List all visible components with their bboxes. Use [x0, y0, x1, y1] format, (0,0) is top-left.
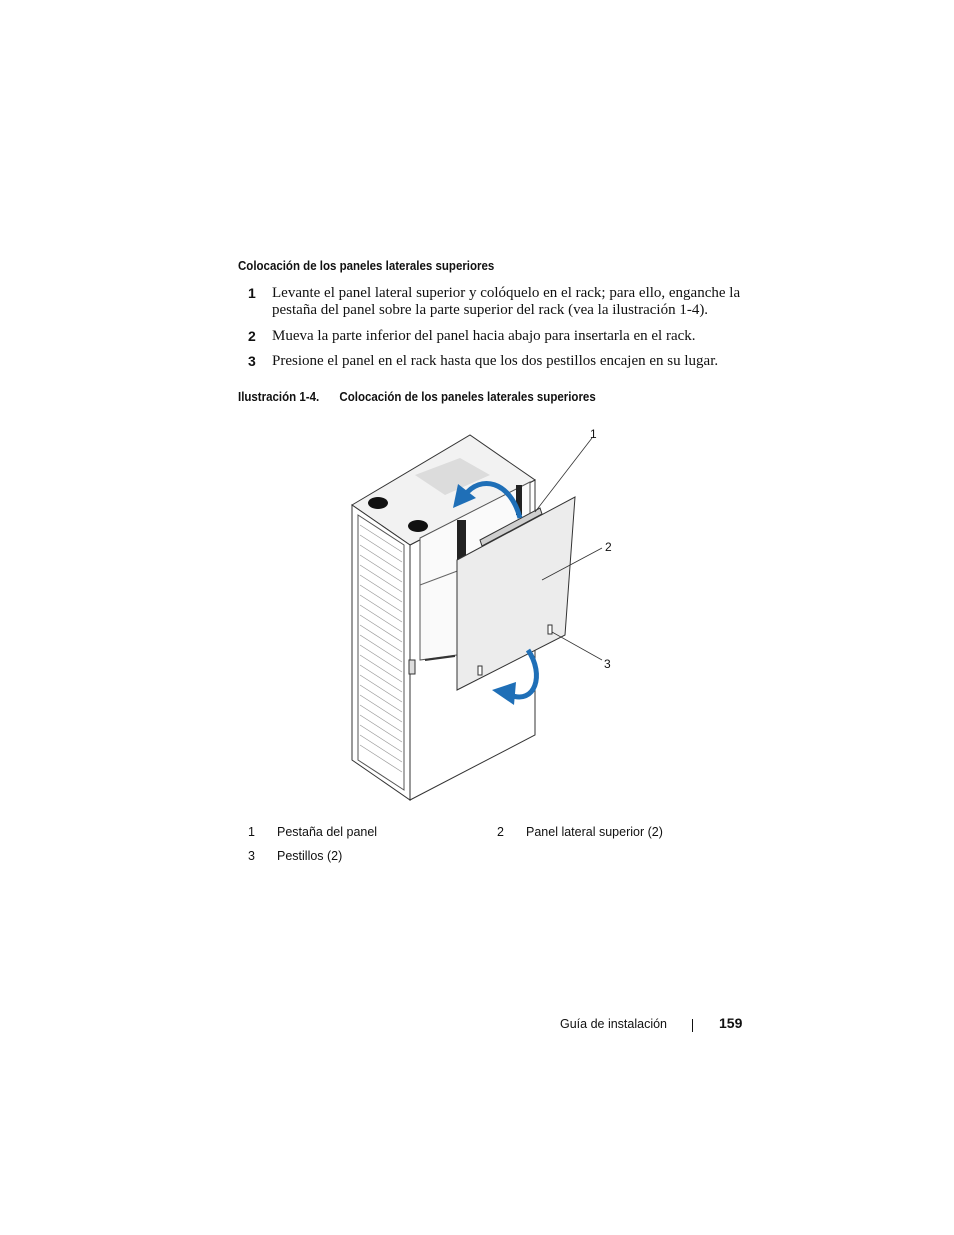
rack-front-door	[352, 505, 410, 800]
legend-text: Panel lateral superior (2)	[526, 825, 663, 839]
step-number: 3	[248, 353, 256, 369]
callout-2: 2	[605, 540, 612, 554]
callout-3: 3	[604, 657, 611, 671]
step-number: 2	[248, 328, 256, 344]
callout-1: 1	[590, 427, 597, 441]
footer-separator	[692, 1019, 693, 1032]
callout-line	[552, 632, 602, 660]
callout-line	[535, 438, 592, 512]
figure-caption	[238, 390, 596, 404]
legend-num: 1	[248, 825, 255, 839]
legend-num: 3	[248, 849, 255, 863]
footer-title: Guía de instalación	[560, 1017, 668, 1031]
rack-bracket	[457, 520, 466, 560]
step-text: Mueva la parte inferior del panel hacia abajo para insertarla en el rack.	[272, 328, 696, 344]
legend-num: 2	[497, 825, 504, 839]
panel-latch	[548, 625, 552, 634]
figure-label: Ilustración 1-4.	[238, 390, 320, 404]
door-handle	[409, 660, 415, 674]
rack-illustration	[330, 420, 630, 810]
step-number: 1	[248, 285, 256, 301]
legend-text: Pestillos (2)	[277, 849, 343, 863]
section-heading: Colocación de los paneles laterales superiores	[238, 259, 495, 273]
top-hole-icon	[368, 497, 388, 509]
page-number: 159	[719, 1015, 743, 1031]
panel-latch	[478, 666, 482, 675]
top-hole-icon	[408, 520, 428, 532]
figure-title: Colocación de los paneles laterales superiores	[339, 390, 596, 404]
step-text: Levante el panel lateral superior y colóquelo en el rack; para ello, enganche la pestaña del panel sobre la parte superior del rack (vea la ilustración 1-4).	[272, 285, 741, 318]
legend-text: Pestaña del panel	[277, 825, 378, 839]
step-text: Presione el panel en el rack hasta que los dos pestillos encajen en su lugar.	[272, 353, 719, 369]
